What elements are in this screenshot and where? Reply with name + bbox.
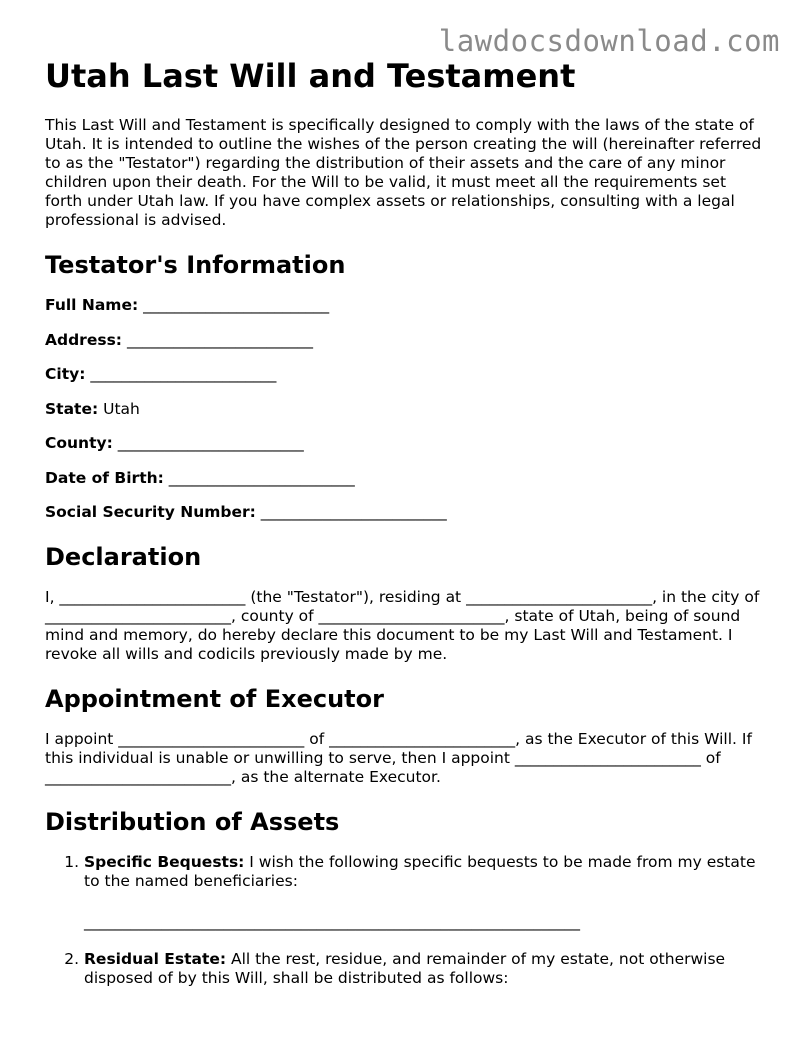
field-ssn bbox=[45, 503, 765, 522]
field-value[interactable]: ________________________ bbox=[126, 330, 313, 349]
field-value[interactable]: ________________________ bbox=[90, 365, 277, 383]
field-label: County: bbox=[45, 434, 113, 452]
item-text: All the rest, residue, and remainder of my estate, not otherwise disposed of by this Will, shall be distributed as follows: bbox=[84, 950, 726, 987]
field-county bbox=[45, 434, 765, 453]
field-value[interactable]: ________________________ bbox=[143, 296, 330, 314]
testator-fields bbox=[45, 296, 765, 522]
field-label: State: bbox=[45, 399, 99, 418]
item-text: I wish the following specific bequests to be made from my estate to the named beneficiaries: bbox=[84, 853, 756, 890]
field-full-name bbox=[45, 296, 765, 315]
field-label: Date of Birth: bbox=[45, 468, 164, 487]
executor-heading: Appointment of Executor bbox=[45, 685, 384, 713]
field-value[interactable]: ________________________ bbox=[168, 468, 355, 487]
field-state bbox=[45, 400, 765, 419]
field-label: Address: bbox=[45, 330, 122, 349]
field-city bbox=[45, 365, 765, 384]
field-address bbox=[45, 331, 765, 350]
declaration-paragraph: I, ________________________ (the "Testator"), residing at ________________________, in the city of ________________________, county of ________________________, state of Utah, being of sound mind and memory, do hereby declare this document to be my Last Will and Testament. I revoke all wills and codicils previously made by me. bbox=[45, 588, 760, 663]
field-value[interactable]: ________________________ bbox=[260, 503, 447, 521]
field-date-of-birth bbox=[45, 469, 765, 488]
field-value[interactable]: ________________________ bbox=[117, 434, 304, 452]
bequest-blank-line[interactable]: ________________________________________________________________ bbox=[84, 913, 580, 931]
distribution-heading: Distribution of Assets bbox=[45, 808, 340, 836]
testator-heading: Testator's Information bbox=[45, 251, 346, 279]
intro-paragraph: This Last Will and Testament is specifically designed to comply with the laws of the state of Utah. It is intended to outline the wishes of the person creating the will (hereinafter referred to as the "Testator") regarding the distribution of their assets and the care of any minor children upon their death. For the Will to be valid, it must meet all the requirements set forth under Utah law. If you have complex assets or relationships, consulting with a legal professional is advised. bbox=[45, 116, 762, 229]
document-page bbox=[45, 56, 765, 1006]
distribution-list bbox=[45, 853, 765, 988]
item-label: Residual Estate: bbox=[84, 950, 227, 968]
field-label: Social Security Number: bbox=[45, 503, 256, 521]
field-label: City: bbox=[45, 365, 86, 383]
declaration-heading: Declaration bbox=[45, 543, 202, 571]
field-value: Utah bbox=[103, 399, 140, 418]
list-item-specific-bequests bbox=[84, 853, 765, 932]
list-item-residual-estate bbox=[84, 950, 765, 988]
executor-paragraph: I appoint ________________________ of ________________________, as the Executor of this Will. If this individual is unable or unwilling to serve, then I appoint ________________________ of ________________________, as the alternate Executor. bbox=[45, 730, 752, 786]
item-label: Specific Bequests: bbox=[84, 853, 245, 871]
page-title: Utah Last Will and Testament bbox=[45, 57, 576, 95]
watermark: lawdocsdownload.com bbox=[438, 24, 780, 58]
field-label: Full Name: bbox=[45, 296, 139, 314]
